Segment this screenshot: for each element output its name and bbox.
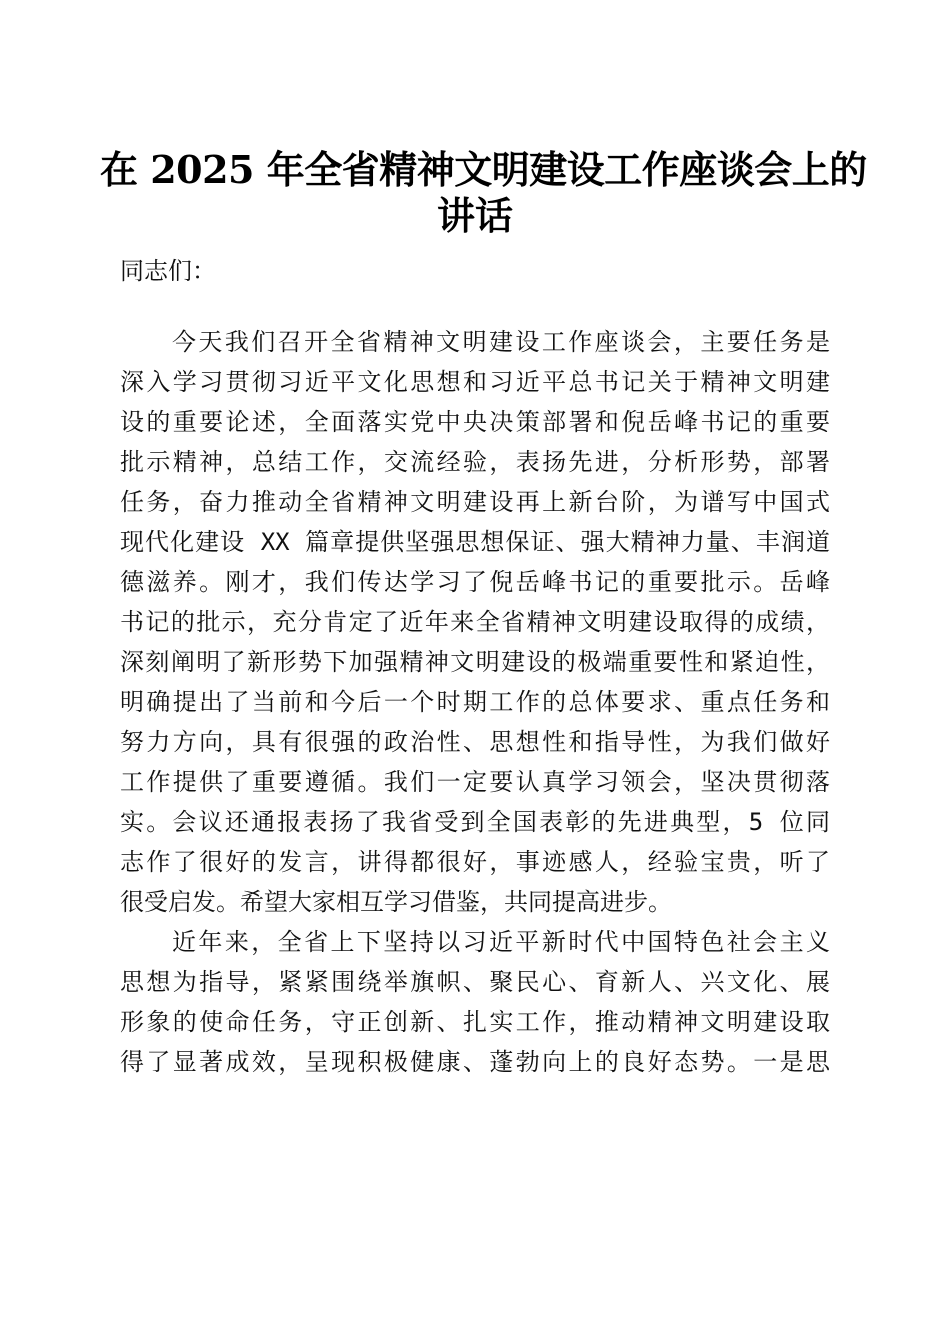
paragraph-2 (120, 922, 830, 1082)
document-body (120, 322, 830, 1082)
paragraph-1 (120, 322, 830, 922)
paragraph-line: 形象的使命任务，守正创新、扎实工作，推动精神文明建设取 (120, 1008, 830, 1036)
paragraph-line: 批示精神，总结工作，交流经验，表扬先进，分析形势，部署 (120, 448, 830, 476)
paragraph-line: 德滋养。刚才，我们传达学习了倪岳峰书记的重要批示。岳峰 (120, 568, 830, 596)
paragraph-line: 明确提出了当前和今后一个时期工作的总体要求、重点任务和 (120, 688, 830, 716)
paragraph-line: 志作了很好的发言，讲得都很好，事迹感人，经验宝贵，听了 (120, 848, 830, 876)
paragraph-line: 工作提供了重要遵循。我们一定要认真学习领会，坚决贯彻落 (120, 768, 830, 796)
paragraph-line: 现代化建设 XX 篇章提供坚强思想保证、强大精神力量、丰润道 (120, 528, 830, 556)
paragraph-line: 任务，奋力推动全省精神文明建设再上新台阶，为谱写中国式 (120, 488, 830, 516)
paragraph-line: 得了显著成效，呈现积极健康、蓬勃向上的良好态势。一是思 (120, 1048, 830, 1076)
document-title-line-2: 讲话 (436, 193, 513, 238)
paragraph-line: 设的重要论述，全面落实党中央决策部署和倪岳峰书记的重要 (120, 408, 830, 436)
salutation: 同志们： (120, 257, 216, 285)
paragraph-line: 深入学习贯彻习近平文化思想和习近平总书记关于精神文明建 (120, 368, 830, 396)
paragraph-line: 实。会议还通报表扬了我省受到全国表彰的先进典型，5 位同 (120, 808, 830, 836)
paragraph-line: 近年来，全省上下坚持以习近平新时代中国特色社会主义 (172, 928, 830, 956)
paragraph-line: 思想为指导，紧紧围绕举旗帜、聚民心、育新人、兴文化、展 (120, 968, 830, 996)
paragraph-line: 很受启发。希望大家相互学习借鉴，共同提高进步。 (120, 888, 672, 916)
document-title-line-1: 在 2025 年全省精神文明建设工作座谈会上的 (100, 147, 867, 192)
paragraph-line: 书记的批示，充分肯定了近年来全省精神文明建设取得的成绩， (120, 608, 830, 636)
paragraph-line: 今天我们召开全省精神文明建设工作座谈会，主要任务是 (172, 328, 830, 356)
paragraph-line: 深刻阐明了新形势下加强精神文明建设的极端重要性和紧迫性， (120, 648, 830, 676)
paragraph-line: 努力方向，具有很强的政治性、思想性和指导性，为我们做好 (120, 728, 830, 756)
